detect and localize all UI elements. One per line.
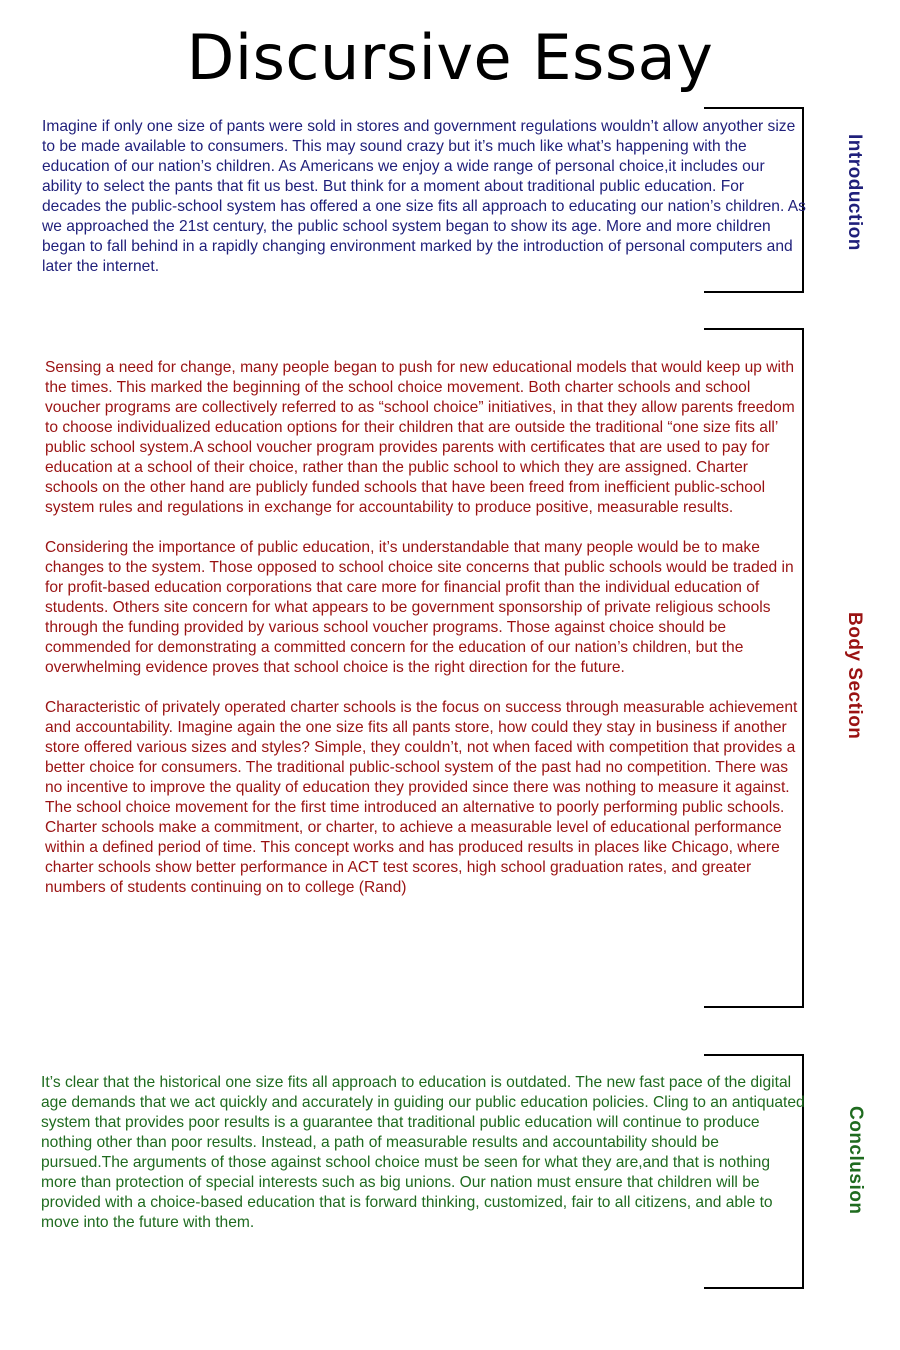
- body-paragraph-2: Considering the importance of public education, it’s understandable that many people would be to make changes to the system. Those opposed to school choice site concerns that public schools would be traded in for profit-based education corporations that care more for financial profit than the individual education of students. Others site concern for what appears to be government sponsorship of private religious schools through the funding provided by various school voucher programs. Those against choice should be commended for demonstrating a committed concern for the education of our nation’s children, but the overwhelming evidence proves that school choice is the right direction for the future.: [45, 539, 794, 676]
- introduction-paragraph: Imagine if only one size of pants were sold in stores and government regulations wouldn’t allow anyother size to be made available to consumers. This may sound crazy but it’s much like what’s happening with the education of our nation’s children. As Americans we enjoy a wide range of personal choice,it includes our ability to select the pants that fit us best. But think for a moment about traditional public education. For decades the public-school system has offered a one size fits all approach to educating our nation’s children. As we approached the 21st century, the public school system began to show its age. More and more children began to fall behind in a rapidly changing environment marked by the introduction of personal computers and later the internet.: [42, 118, 806, 275]
- body-section-label: Body Section: [844, 612, 865, 740]
- conclusion-label: Conclusion: [845, 1106, 866, 1215]
- body-section: [45, 358, 805, 898]
- introduction-label: Introduction: [844, 134, 865, 251]
- page-title: Discursive Essay: [186, 21, 714, 94]
- conclusion-paragraph: It’s clear that the historical one size fits all approach to education is outdated. The new fast pace of the digital age demands that we act quickly and accurately in guiding our public education policies. Cling to an antiquated system that provides poor results is a guarantee that traditional public education will continue to produce nothing other than poor results. Instead, a path of measurable results and accountability should be pursued.The arguments of those against school choice must be seen for what they are,and that is nothing more than protection of special interests such as big unions. Our nation must ensure that children will be provided with a choice-based education that is forward thinking, customized, fair to all citizens, and able to move into the future with them.: [41, 1074, 805, 1231]
- body-paragraph-1: Sensing a need for change, many people began to push for new educational models that would keep up with the times. This marked the beginning of the school choice movement. Both charter schools and school voucher programs are collectively referred to as “school choice” initiatives, in that they allow parents freedom to choose individualized education options for their children that are outside the traditional “one size fits all’ public school system.A school voucher program provides parents with certificates that are used to pay for education at a school of their choice, rather than the public school to which they are assigned. Charter schools on the other hand are publicly funded schools that have been freed from inefficient public-school system rules and regulations in exchange for accountability to produce positive, measurable results.: [45, 359, 795, 516]
- body-paragraph-3: Characteristic of privately operated charter schools is the focus on success through measurable achievement and accountability. Imagine again the one size fits all pants store, how could they stay in business if another store offered various sizes and styles? Simple, they couldn’t, not when faced with competition that provides a better choice for consumers. The traditional public-school system of the past had no competition. There was no incentive to improve the quality of education they provided since there was nothing to measure it against. The school choice movement for the first time introduced an alternative to poorly performing public schools. Charter schools make a commitment, or charter, to achieve a measurable level of educational performance within a defined period of time. This concept works and has produced results in places like Chicago, where charter schools show better performance in ACT test scores, high school graduation rates, and greater numbers of students continuing on to college (Rand): [45, 699, 798, 896]
